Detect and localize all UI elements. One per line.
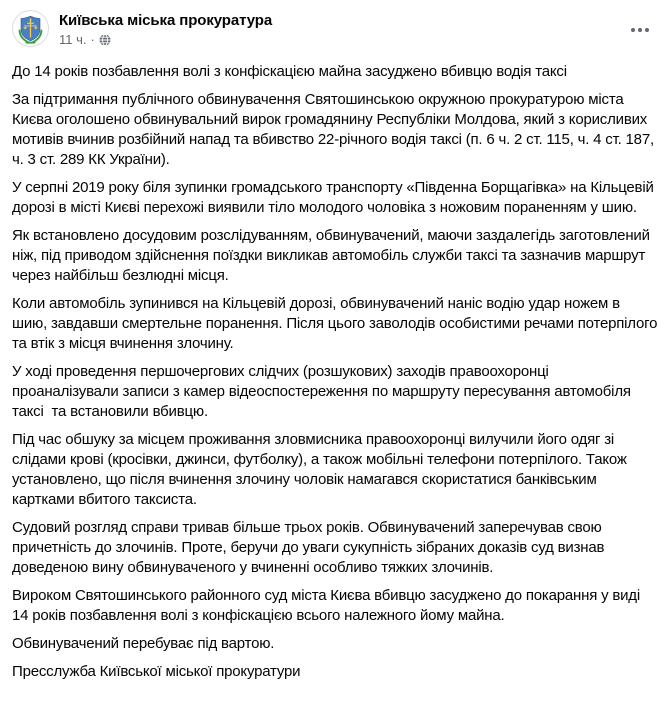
timestamp-link[interactable]: 11 ч. — [59, 32, 87, 47]
post-paragraph: У ході проведення першочергових слідчих (розшукових) заходів правоохоронці проаналізували записи з камер відеоспостереження по маршруту пересування автомобіля таксі та встановили вбивцю. — [12, 363, 635, 420]
avatar[interactable] — [12, 10, 49, 47]
post-paragraph: За підтримання публічного обвинувачення Святошинською окружною прокуратурою міста Києва оголошено обвинувальний вирок громадянину Республіки Молдова, який з корисливих мотивів вчинив розбійний напад та вбивство 22-річного водія таксі (п. 6 ч. 2 ст. 115, ч. 4 ст. 187, ч. 3 ст. 289 КК України). — [12, 91, 658, 168]
post-paragraph: У серпні 2019 року біля зупинки громадського транспорту «Південна Борщагівка» на Кільцевій дорозі в місті Києві перехожі виявили тіло молодого чоловіка з ножовим пораненням у шию. — [12, 179, 658, 216]
post-body — [0, 48, 672, 682]
post-paragraph: Пресслужба Київської міської прокуратури — [12, 663, 301, 680]
post-paragraph: Під час обшуку за місцем проживання зловмисника правоохоронці вилучили його одяг зі слідами крові (кросівки, джинси, футболку), а також мобільні телефони потерпілого. Також установлено, що після вчинення злочину чоловік намагався скористатися банківським картками вбитого таксиста. — [12, 431, 631, 508]
meta-separator: · — [90, 32, 95, 47]
globe-icon — [99, 34, 111, 46]
prosecutor-emblem-icon — [12, 10, 49, 47]
post-header-text — [59, 10, 624, 48]
post-header — [0, 0, 672, 48]
post-paragraph: Обвинувачений перебуває під вартою. — [12, 635, 275, 652]
page-name-link[interactable]: Київська міська прокуратура — [59, 12, 273, 29]
post-paragraph: До 14 років позбавлення волі з конфіскацією майна засуджено вбивцю водія таксі — [12, 63, 567, 80]
post-paragraph: Вироком Святошинського районного суд міста Києва вбивцю засуджено до покарання у виді 14 років позбавлення волі з конфіскацією всього належного йому майна. — [12, 587, 644, 624]
ellipsis-icon — [631, 28, 635, 32]
post-meta-row — [59, 32, 624, 48]
post-paragraph: Коли автомобіль зупинився на Кільцевій дорозі, обвинувачений наніс водію удар ножем в шию, завдавши смертельне поранення. Після цього заволодів особистими речами потерпілого та втік з місця вчинення злочину. — [12, 295, 662, 352]
post-paragraph: Як встановлено досудовим розслідуванням, обвинувачений, маючи заздалегідь заготовлений ніж, під приводом здійснення поїздки викликав автомобіль служби таксі та зазначив маршрут через найбільш безлюдні місця. — [12, 227, 654, 284]
post-paragraph: Судовий розгляд справи тривав більше трьох років. Обвинувачений заперечував свою причетність до злочинів. Проте, беручи до уваги сукупність зібраних доказів суд визнав доведеною вину обвинуваченого у вчиненні особливо тяжких злочинів. — [12, 519, 609, 576]
more-options-button[interactable] — [624, 18, 656, 42]
